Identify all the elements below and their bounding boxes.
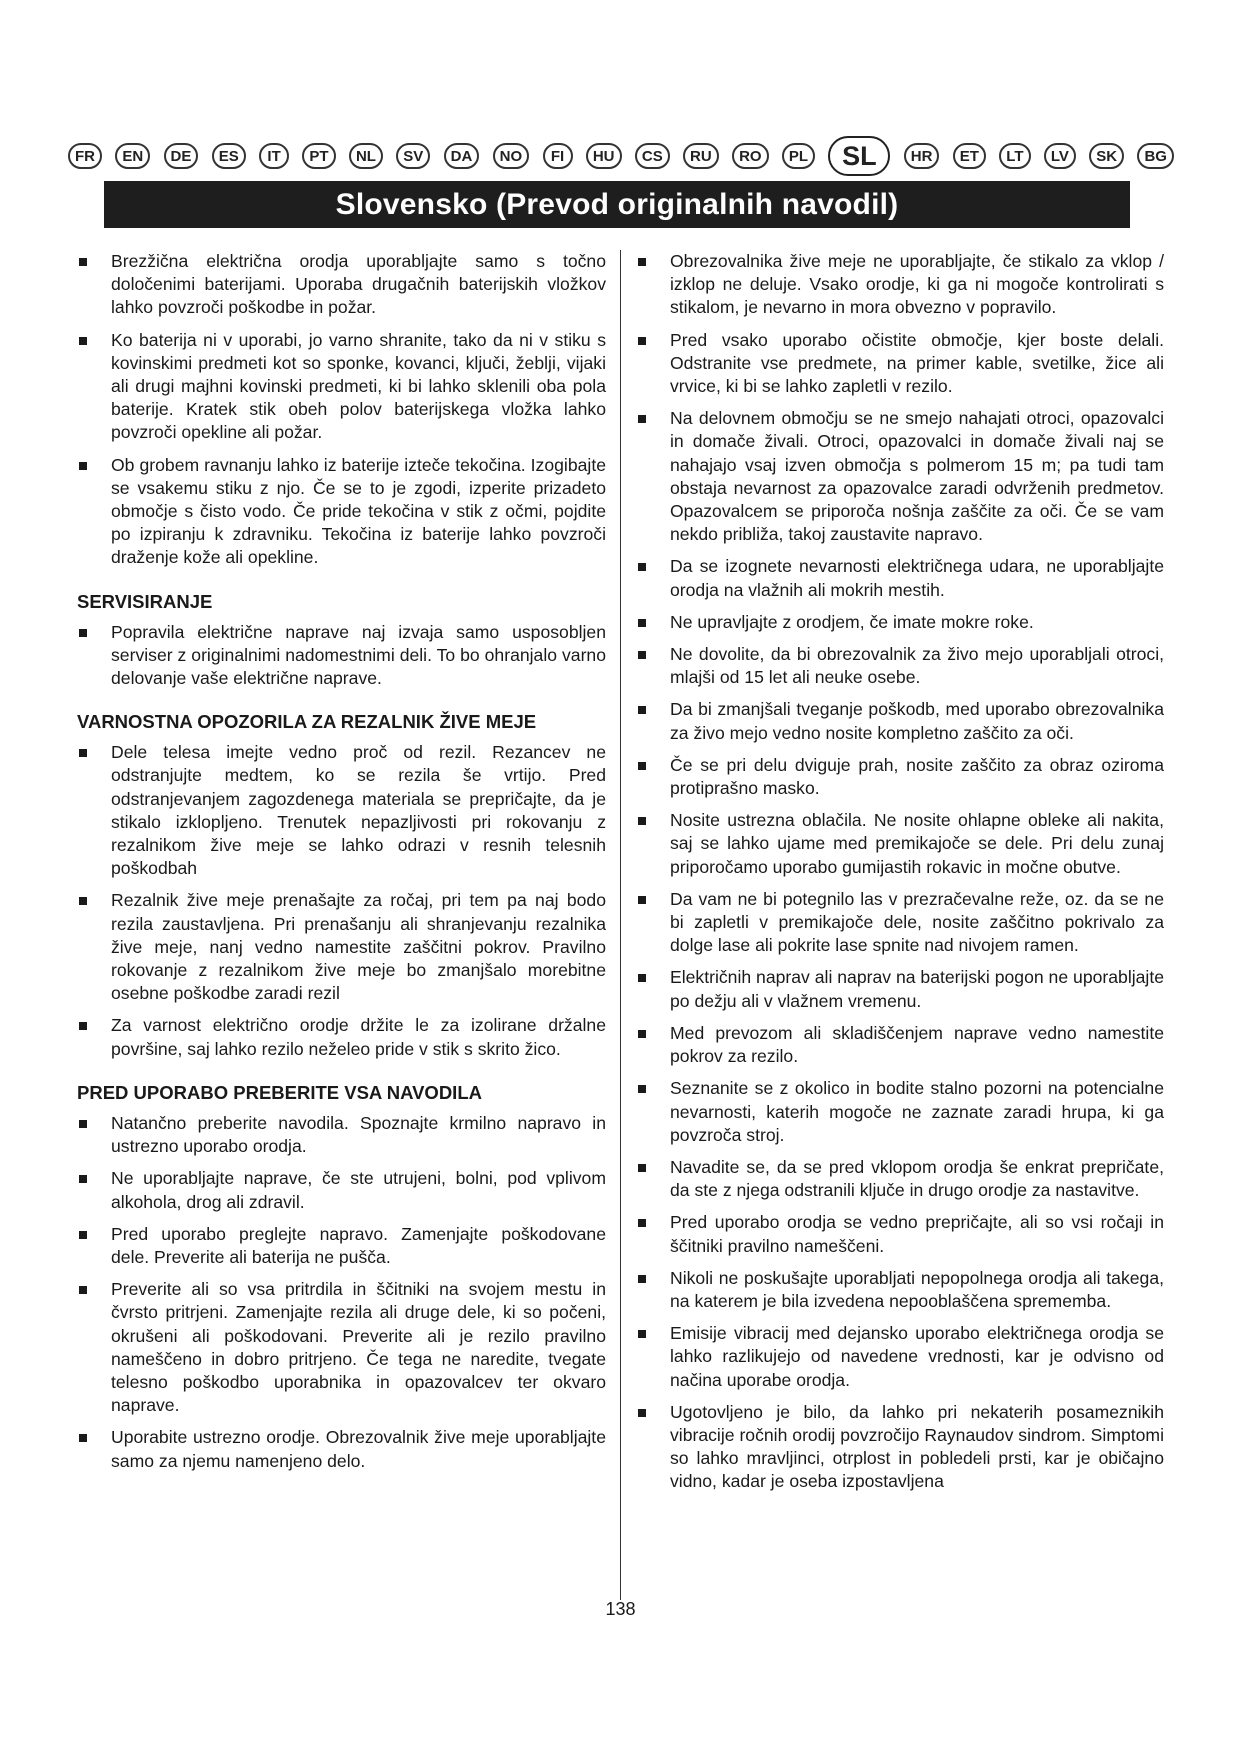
list-item <box>636 1156 1164 1202</box>
list-item-text: Rezalnik žive meje prenašajte za ročaj, pri tem pa naj bodo rezila zaustavljena. Pri prenašanju ali shranjevanju rezalnika žive meje, nanj vedno namestite zaščitni pokrov. Pravilno rokovanje z rezalnikom žive meje bo zmanjšalo morebitne osebne poškodbe zaradi rezil <box>111 890 606 1004</box>
language-tab-cs: CS <box>635 143 670 169</box>
list-item-text: Med prevozom ali skladiščenjem naprave vedno namestite pokrov za rezilo. <box>670 1022 1164 1067</box>
square-bullet-icon <box>79 1022 87 1030</box>
language-tab-fr: FR <box>68 143 102 169</box>
language-tab-es: ES <box>212 143 246 169</box>
square-bullet-icon <box>638 337 646 345</box>
list-item-text: Pred uporabo preglejte napravo. Zamenjajte poškodovane dele. Preverite ali baterija ne pušča. <box>111 1223 606 1267</box>
list-item-text: Uporabite ustrezno orodje. Obrezovalnik žive meje uporabljajte samo za njemu namenjeno delo. <box>111 1427 606 1471</box>
square-bullet-icon <box>638 563 646 571</box>
page-title: Slovensko (Prevod originalnih navodil) <box>104 181 1130 228</box>
list-item-text: Seznanite se z okolico in bodite stalno pozorni na potencialne nevarnosti, katerih mogoče ne zaznate zaradi hrupa, ki ga povzroča stroj. <box>670 1078 1164 1145</box>
language-tab-da: DA <box>444 143 480 169</box>
square-bullet-icon <box>638 1219 646 1227</box>
square-bullet-icon <box>79 1231 87 1239</box>
language-tab-sk: SK <box>1089 143 1124 169</box>
square-bullet-icon <box>638 706 646 714</box>
square-bullet-icon <box>79 1175 87 1183</box>
language-tab-hr: HR <box>904 143 940 169</box>
list-item <box>636 329 1164 399</box>
square-bullet-icon <box>79 1286 87 1294</box>
list-item <box>77 1278 606 1417</box>
list-item-text: Ugotovljeno je bilo, da lahko pri nekaterih posameznikih vibracije ročnih orodij povzročijo Raynaudov sindrom. Simptomi so lahko mravljinci, otrplost in pobledeli prsti, kar je običajno vidno, kadar je oseba izpostavljena <box>670 1401 1164 1492</box>
square-bullet-icon <box>638 1275 646 1283</box>
list-item-text: Ne upravljajte z orodjem, če imate mokre roke. <box>670 611 1034 632</box>
page-number: 138 <box>605 1599 636 1619</box>
list-item <box>636 888 1164 958</box>
list-item <box>77 1426 606 1472</box>
list-item-text: Preverite ali so vsa pritrdila in ščitniki na svojem mestu in čvrsto pritrjeni. Zamenjajte rezila ali druge dele, ki so počeni, okrušeni ali poškodovani. Preverite ali je rezilo pravilno nameščeno in dobro pritrjeno. Če tega ne naredite, tvegate telesno poškodbo uporabnika in opazovalcev ter okvaro naprave. <box>111 1279 606 1416</box>
list-item-text: Električnih naprav ali naprav na baterijski pogon ne uporabljajte po dežju ali v vlažnem vremenu. <box>670 967 1164 1011</box>
language-tab-bg: BG <box>1137 143 1174 169</box>
list-item <box>636 754 1164 800</box>
list-item-text: Ob grobem ravnanju lahko iz baterije izteče tekočina. Izogibajte se vsakemu stiku z njo. Če se to je zgodi, izperite prizadeto območje s čisto vodo. Če pride tekočina v stik z očmi, pojdite po izpiranju k zdravniku. Tekočina iz baterije lahko povzroči draženje kože ali opekline. <box>111 454 606 568</box>
square-bullet-icon <box>79 1120 87 1128</box>
square-bullet-icon <box>638 651 646 659</box>
list-item-text: Ko baterija ni v uporabi, jo varno shranite, tako da ni v stiku s kovinskimi predmeti kot so sponke, kovanci, ključi, žeblji, vijaki ali drugi majhni kovinski predmeti, ki bi lahko sklenili oba pola baterije. Kratek stik obeh polov baterijskega vložka lahko povzroči opekline ali požar. <box>111 329 606 443</box>
list-item-text: Na delovnem območju se ne smejo nahajati otroci, opazovalci in domače živali. Otroci, opazovalci in domače živali naj se nahajajo vsaj izven območja s polmerom 15 m; pa tudi tam obstaja nevarnost za opazovalce zaradi odvrženih predmetov. Opazovalcem se priporoča nošnja zaščite za oči. Če se vam nekdo približa, takoj zaustavite napravo. <box>670 408 1164 545</box>
list-item <box>636 809 1164 879</box>
list-item <box>636 407 1164 546</box>
left-column <box>77 250 606 1482</box>
language-tab-pl: PL <box>782 143 815 169</box>
list-item <box>77 1112 606 1158</box>
language-tab-sv: SV <box>396 143 430 169</box>
list-item-text: Da bi zmanjšali tveganje poškodb, med uporabo obrezovalnika za živo mejo vedno nosite kompletno zaščito za oči. <box>670 699 1164 743</box>
list-item-text: Nosite ustrezna oblačila. Ne nosite ohlapne obleke ali nakita, saj se lahko ujame med premikajoče se dele. Pri delu zunaj priporočamo uporabo gumijastih rokavic in močne obutve. <box>670 810 1164 877</box>
square-bullet-icon <box>638 817 646 825</box>
list-item <box>77 1167 606 1213</box>
list-item <box>636 1077 1164 1147</box>
section-heading: SERVISIRANJE <box>77 590 213 612</box>
language-tab-ru: RU <box>683 143 719 169</box>
list-item <box>636 1211 1164 1257</box>
list-item <box>77 250 606 320</box>
list-item-text: Navadite se, da se pred vklopom orodja še enkrat prepričate, da ste z njega odstranili ključe in drugo orodje za nastavitve. <box>670 1156 1164 1201</box>
list-item <box>77 329 606 445</box>
language-tab-hu: HU <box>586 143 622 169</box>
list-item-text: Če se pri delu dviguje prah, nosite zaščito za obraz oziroma protiprašno masko. <box>670 754 1164 799</box>
square-bullet-icon <box>638 1164 646 1172</box>
column-divider <box>620 250 621 1600</box>
list-item-text: Dele telesa imejte vedno proč od rezil. Rezancev ne odstranjujte medtem, ko se rezila še vrtijo. Pred odstranjevanjem zagozdenega materiala se prepričajte, da je stikalo izklopljeno. Trenutek nepazljivosti pri rokovanju z rezalnikom žive meje se lahko odrazi v resnih telesnih poškodbah <box>111 742 606 879</box>
section-heading: VARNOSTNA OPOZORILA ZA REZALNIK ŽIVE MEJE <box>77 711 537 733</box>
list-item <box>77 1223 606 1269</box>
square-bullet-icon <box>638 619 646 627</box>
list-item-text: Natančno preberite navodila. Spoznajte krmilno napravo in ustrezno uporabo orodja. <box>111 1112 606 1157</box>
list-item-text: Pred vsako uporabo očistite območje, kjer boste delali. Odstranite vse predmete, na primer kable, svetilke, žice ali vrvice, ki bi se lahko zapletli v rezilo. <box>670 329 1164 397</box>
list-item <box>636 643 1164 689</box>
square-bullet-icon <box>638 258 646 266</box>
square-bullet-icon <box>638 974 646 982</box>
list-item-text: Popravila električne naprave naj izvaja samo usposobljen serviser z originalnimi nadomestnimi deli. To bo ohranjalo varno delovanje vaše električne naprave. <box>111 621 606 689</box>
language-tab-pt: PT <box>302 143 335 169</box>
list-item <box>636 1322 1164 1392</box>
language-tab-et: ET <box>953 143 986 169</box>
list-item-text: Pred uporabo orodja se vedno prepričajte, ali so vsi ročaji in ščitniki pravilno nameščeni. <box>670 1212 1164 1256</box>
square-bullet-icon <box>79 258 87 266</box>
list-item <box>636 1267 1164 1313</box>
square-bullet-icon <box>638 1409 646 1417</box>
list-item <box>636 250 1164 320</box>
list-item-text: Nikoli ne poskušajte uporabljati nepopolnega orodja ali takega, na katerem je bila izvedena nepooblaščena sprememba. <box>670 1267 1164 1311</box>
square-bullet-icon <box>79 462 87 470</box>
list-item <box>636 555 1164 601</box>
list-item-text: Za varnost električno orodje držite le za izolirane držalne površine, saj lahko rezilo neželeo pride v stik s skrito žico. <box>111 1015 606 1059</box>
square-bullet-icon <box>79 897 87 905</box>
square-bullet-icon <box>79 629 87 637</box>
list-item-text: Emisije vibracij med dejansko uporabo električnega orodja se lahko razlikujejo od navedene vrednosti, kar je odvisno od načina uporabe orodja. <box>670 1323 1164 1390</box>
square-bullet-icon <box>638 1085 646 1093</box>
square-bullet-icon <box>79 749 87 757</box>
list-item <box>636 1401 1164 1494</box>
list-item-text: Obrezovalnika žive meje ne uporabljajte, če stikalo za vklop / izklop ne deluje. Vsako orodje, ki ga ni mogoče kontrolirati s stikalom, je nevarno in mora obvezno v popravilo. <box>670 251 1164 318</box>
list-item-text: Brezžična električna orodja uporabljajte samo s točno določenimi baterijami. Uporaba drugačnih baterijskih vložkov lahko povzroči poškodbe in požar. <box>111 251 606 318</box>
list-item-text: Da se izognete nevarnosti električnega udara, ne uporabljajte orodja na vlažnih ali mokrih mestih. <box>670 556 1164 600</box>
square-bullet-icon <box>638 1030 646 1038</box>
section-heading: PRED UPORABO PREBERITE VSA NAVODILA <box>77 1081 482 1103</box>
language-tab-lt: LT <box>999 143 1030 169</box>
right-column <box>636 250 1164 1503</box>
square-bullet-icon <box>638 1330 646 1338</box>
square-bullet-icon <box>79 337 87 345</box>
language-tab-sl: SL <box>828 136 890 176</box>
language-tab-no: NO <box>493 143 530 169</box>
language-tab-lv: LV <box>1044 143 1076 169</box>
square-bullet-icon <box>638 896 646 904</box>
language-tab-de: DE <box>164 143 199 169</box>
list-item <box>77 1014 606 1060</box>
language-tab-it: IT <box>259 143 289 169</box>
list-item <box>77 741 606 880</box>
list-item <box>77 454 606 570</box>
list-item-text: Ne dovolite, da bi obrezovalnik za živo mejo uporabljali otroci, mlajši od 15 let ali neuke osebe. <box>670 644 1164 688</box>
square-bullet-icon <box>638 415 646 423</box>
language-tab-fi: FI <box>543 143 573 169</box>
list-item <box>77 621 606 691</box>
list-item <box>636 611 1164 634</box>
list-item-text: Da vam ne bi potegnilo las v prezračevalne reže, oz. da se ne bi zapletli v premikajoče dele, nosite zaščitno pokrivalo za dolge lase ali pokrite lase spnite nad nivojem ramen. <box>670 888 1164 956</box>
list-item <box>636 1022 1164 1068</box>
list-item-text: Ne uporabljajte naprave, če ste utrujeni, bolni, pod vplivom alkohola, drog ali zdravil. <box>111 1168 606 1212</box>
list-item <box>77 889 606 1005</box>
square-bullet-icon <box>638 762 646 770</box>
list-item <box>636 966 1164 1012</box>
language-selector <box>68 136 1174 176</box>
language-tab-ro: RO <box>732 143 769 169</box>
language-tab-nl: NL <box>349 143 383 169</box>
list-item <box>636 698 1164 744</box>
square-bullet-icon <box>79 1434 87 1442</box>
language-tab-en: EN <box>115 143 150 169</box>
